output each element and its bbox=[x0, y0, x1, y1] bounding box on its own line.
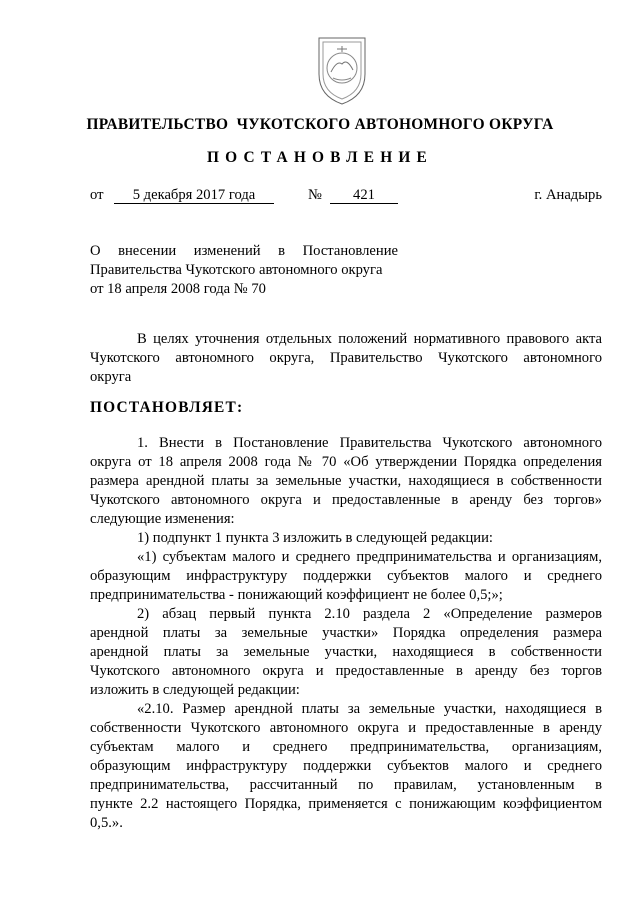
body-line: изложить в следующей редакции: bbox=[90, 682, 300, 698]
date-prefix-label: от bbox=[90, 187, 104, 203]
document-city: г. Анадырь bbox=[534, 187, 602, 203]
body-line: следующие изменения: bbox=[90, 511, 235, 527]
body-line: предпринимательства, рассчитанный по правилам, установленным в bbox=[90, 777, 602, 793]
body-line: собственности Чукотского автономного округа и предоставленные в аренду bbox=[90, 720, 602, 736]
preamble-paragraph bbox=[90, 330, 602, 387]
document-number: 421 bbox=[330, 187, 398, 204]
body-line: предпринимательства - понижающий коэффициент не более 0,5;»; bbox=[90, 587, 503, 603]
body-line: 0,5.». bbox=[90, 815, 123, 831]
resolves-heading: ПОСТАНОВЛЯЕТ: bbox=[90, 399, 244, 416]
body-line: образующим инфраструктуру поддержки субъектов малого и среднего bbox=[90, 568, 602, 584]
resolution-body bbox=[90, 434, 602, 833]
preamble-line: Чукотского автономного округа, Правительство Чукотского автономного bbox=[90, 350, 602, 366]
document-subject bbox=[90, 242, 398, 299]
document-meta-row bbox=[90, 187, 602, 207]
body-line: субъектам малого и среднего предпринимательства, организациям, bbox=[90, 739, 602, 755]
body-line: 2) абзац первый пункта 2.10 раздела 2 «Определение размеров bbox=[137, 606, 602, 622]
body-line: Чукотского автономного округа и предоставленные в аренду без торгов bbox=[90, 663, 602, 679]
government-title: ПРАВИТЕЛЬСТВО ЧУКОТСКОГО АВТОНОМНОГО ОКРУГА bbox=[86, 116, 554, 133]
body-line: образующим инфраструктуру поддержки субъектов малого и среднего bbox=[90, 758, 602, 774]
body-line: пункте 2.2 настоящего Порядка, применяется с понижающим коэффициентом bbox=[90, 796, 602, 812]
document-date: 5 декабря 2017 года bbox=[114, 187, 274, 204]
preamble-line: В целях уточнения отдельных положений нормативного правового акта bbox=[137, 331, 602, 347]
body-line: «1) субъектам малого и среднего предпринимательства и организациям, bbox=[137, 549, 602, 565]
subject-line: О внесении изменений в Постановление bbox=[90, 243, 398, 259]
number-sign-label: № bbox=[308, 187, 322, 203]
coat-of-arms-icon bbox=[307, 30, 377, 108]
body-line: арендной платы за земельные участки» Порядка определения размера bbox=[90, 625, 602, 641]
subject-line: от 18 апреля 2008 года № 70 bbox=[90, 281, 266, 297]
body-line: арендной платы за земельные участки, находящиеся в собственности bbox=[90, 644, 602, 660]
body-line: округа от 18 апреля 2008 года № 70 «Об утверждении Порядка определения bbox=[90, 454, 602, 470]
subject-line: Правительства Чукотского автономного округа bbox=[90, 262, 383, 278]
body-line: 1. Внести в Постановление Правительства Чукотского автономного bbox=[137, 435, 602, 451]
document-type-title: ПОСТАНОВЛЕНИЕ bbox=[206, 149, 434, 166]
body-line: Чукотского автономного округа и предоставленные в аренду без торгов» bbox=[90, 492, 602, 508]
preamble-line: округа bbox=[90, 369, 132, 385]
body-line: 1) подпункт 1 пункта 3 изложить в следующей редакции: bbox=[137, 530, 493, 546]
body-line: «2.10. Размер арендной платы за земельные участки, находящиеся в bbox=[137, 701, 602, 717]
body-line: размера арендной платы за земельные участки, находящиеся в собственности bbox=[90, 473, 602, 489]
